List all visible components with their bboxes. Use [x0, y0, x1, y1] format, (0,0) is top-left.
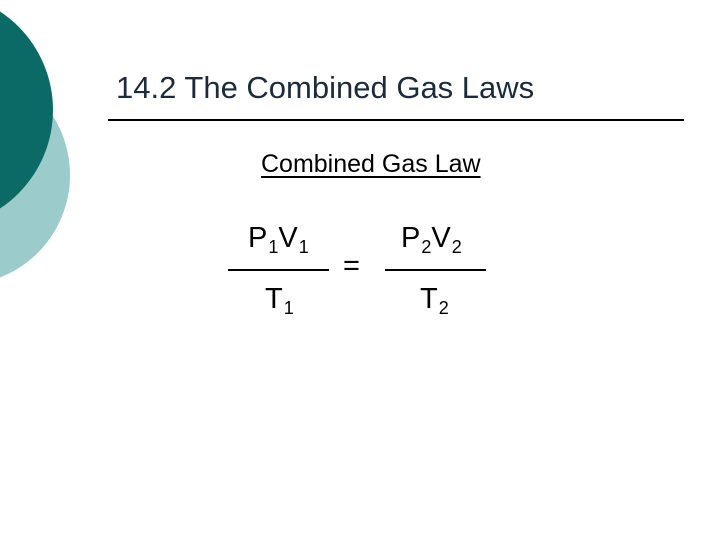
- volume-symbol: V: [278, 222, 299, 254]
- slide-title: 14.2 The Combined Gas Laws: [116, 70, 535, 105]
- pressure-subscript: 1: [268, 237, 279, 257]
- temperature-symbol: T: [265, 283, 284, 315]
- pressure-symbol: P: [401, 222, 422, 254]
- left-fraction-bar: [228, 269, 329, 271]
- temperature-subscript: 1: [283, 298, 294, 318]
- title-divider: [108, 119, 684, 121]
- equals-sign: =: [343, 250, 360, 282]
- temperature-subscript: 2: [438, 298, 449, 318]
- left-denominator: [265, 283, 294, 319]
- right-numerator: [401, 222, 462, 258]
- decorative-circles: [0, 0, 90, 300]
- volume-subscript: 2: [451, 237, 462, 257]
- volume-symbol: V: [431, 222, 452, 254]
- pressure-symbol: P: [248, 222, 269, 254]
- right-fraction-bar: [385, 269, 486, 271]
- volume-subscript: 1: [298, 237, 309, 257]
- subheading: Combined Gas Law: [261, 150, 481, 178]
- right-denominator: [420, 283, 449, 319]
- temperature-symbol: T: [420, 283, 439, 315]
- pressure-subscript: 2: [421, 237, 432, 257]
- left-numerator: [248, 222, 309, 258]
